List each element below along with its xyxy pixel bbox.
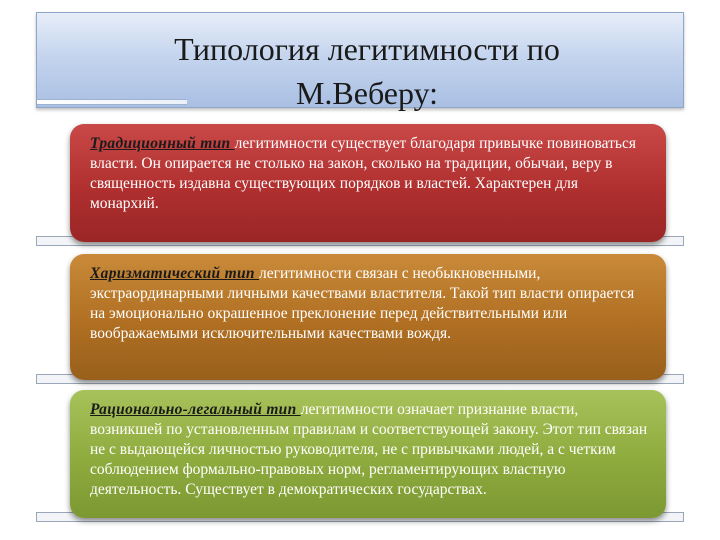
rational-legal-type-text: легитимности означает признание власти, возникшей по установленным правилам и соответствующей закону. Этот тип связан не с выдающейся личностью руководителя, не с привычками людей, а с четким соблюдением формально-правовых норм, регламентирующих властную деятельность. Существует в демократических государствах.: [90, 401, 648, 498]
slide-title-line-1: Типология легитимности по: [174, 31, 560, 67]
charismatic-type-paragraph: [90, 264, 648, 344]
charismatic-type-text: легитимности связан с необыкновенными, экстраординарными личными качествами властителя. Такой тип власти опирается на эмоционально окрашенное преклонение перед действительными или воображаемыми исключительными качествами вождя.: [90, 265, 635, 342]
slide-title: [87, 27, 647, 115]
traditional-type-text: легитимности существует благодаря привычке повиноваться власти. Он опирается не столько на закон, сколько на традиции, обычаи, веру в священность издавна существующих порядков и властей. Характерен для монархий.: [90, 135, 636, 212]
traditional-type-card: [70, 124, 666, 242]
traditional-type-term: Традиционный тип: [90, 135, 235, 152]
rational-legal-type-paragraph: [90, 400, 648, 500]
title-banner: [36, 12, 684, 111]
rational-legal-type-card: [70, 390, 666, 518]
rational-legal-type-term: Рационально-легальный тип: [90, 401, 301, 418]
charismatic-type-term: Харизматический тип: [90, 265, 259, 282]
charismatic-type-card: [70, 254, 666, 380]
slide-title-line-2: М.Веберу:: [295, 75, 439, 111]
traditional-type-paragraph: [90, 134, 648, 214]
